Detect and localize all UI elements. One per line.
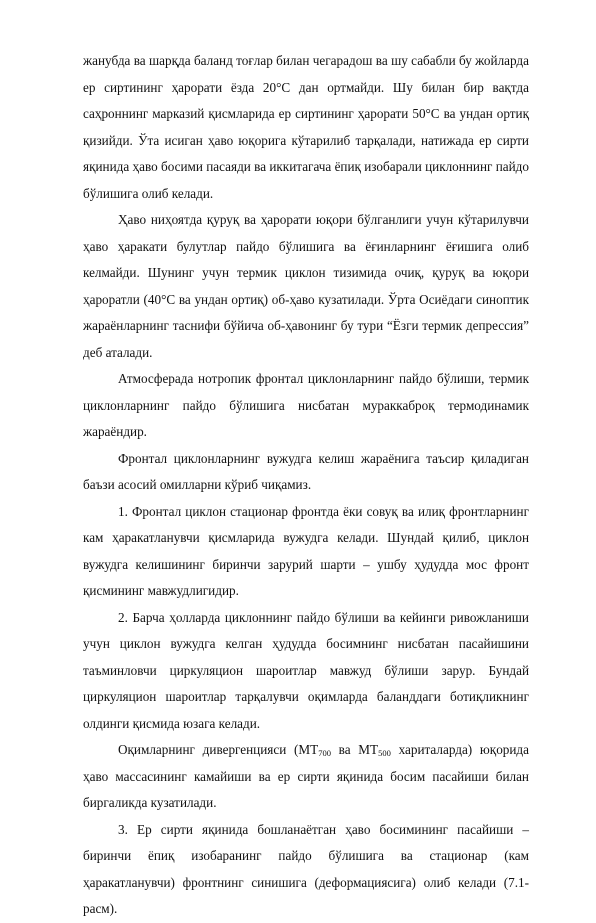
paragraph-7 bbox=[83, 737, 529, 817]
paragraph-6: 2. Барча ҳолларда циклоннинг пайдо бўлиши ва кейинги ривожланиши учун циклон вужудга келган ҳудудда босимнинг нисбатан пасайишини таъминловчи циркуляцион шароитлар мавжуд бўлиши зарур. Бундай циркуляцион шароитлар тарқалувчи оқимларда баланддаги ботиқликнинг олдинги қисмида юзага келади. bbox=[83, 609, 529, 731]
paragraph-1: жанубда ва шарқда баланд тоғлар билан чегарадош ва шу сабабли бу жойларда ер сиртининг ҳарорати ёзда 20°С дан ортмайди. Шу билан бир вақтда саҳроннинг марказий қисмларида ер сиртининг ҳарорати 50°С ва ундан ортиқ қизийди. Ўта исиган ҳаво юқорига кўтарилиб тарқалади, натижада ер сирти яқинида ҳаво босими пасаяди ва иккитагача ёпиқ изобарали циклоннинг пайдо бўлишига олиб келади. bbox=[83, 53, 529, 201]
subscript-500: 500 bbox=[378, 748, 391, 758]
paragraph-7-part-3: хариталарда) юқорида ҳаво массасининг камайиши ва ер сирти яқинида босим пасайиши билан биргаликда кузатилади. bbox=[83, 742, 529, 810]
paragraph-5: 1. Фронтал циклон стационар фронтда ёки совуқ ва илиқ фронтларнинг кам ҳаракатланувчи қисмларида вужудга келади. Шундай қилиб, циклон вужудга келишининг биринчи зарурий шарти – ушбу ҳудудда мос фронт қисмининг мавжудлигидир. bbox=[83, 503, 529, 598]
paragraph-3: Атмосферада нотропик фронтал циклонларнинг пайдо бўлиши, термик циклонларнинг пайдо бўлишига нисбатан мураккаброқ термодинамик жараёндир. bbox=[83, 371, 529, 439]
subscript-700: 700 bbox=[318, 748, 331, 758]
paragraph-4: Фронтал циклонларнинг вужудга келиш жараёнига таъсир қиладиган баъзи асосий омилларни кўриб чиқамиз. bbox=[83, 450, 529, 492]
document-page bbox=[83, 48, 529, 923]
paragraph-2: Ҳаво ниҳоятда қуруқ ва ҳарорати юқори бўлганлиги учун кўтарилувчи ҳаво ҳаракати булутлар пайдо бўлишига ва ёғинларнинг ёғишига олиб келмайди. Шунинг учун термик циклон тизимида очиқ, қуруқ ва юқори ҳароратли (40°С ва ундан ортиқ) об-ҳаво кузатилади. Ўрта Осиёдаги синоптик жараёнларнинг таснифи бўйича об-ҳавонинг бу тури “Ёзги термик депрессия” деб аталади. bbox=[83, 212, 529, 360]
paragraph-8: 3. Ер сирти яқинида бошланаётган ҳаво босимининг пасайиши – биринчи ёпиқ изобаранинг пайдо бўлишига ва стационар (кам ҳаракатланувчи) фронтнинг синишига (деформациясига) олиб келади (7.1-расм). bbox=[83, 821, 529, 916]
paragraph-7-part-2: ва МТ bbox=[330, 742, 379, 757]
paragraph-7-part-1: Оқимларнинг дивергенцияси (МТ bbox=[118, 742, 319, 757]
